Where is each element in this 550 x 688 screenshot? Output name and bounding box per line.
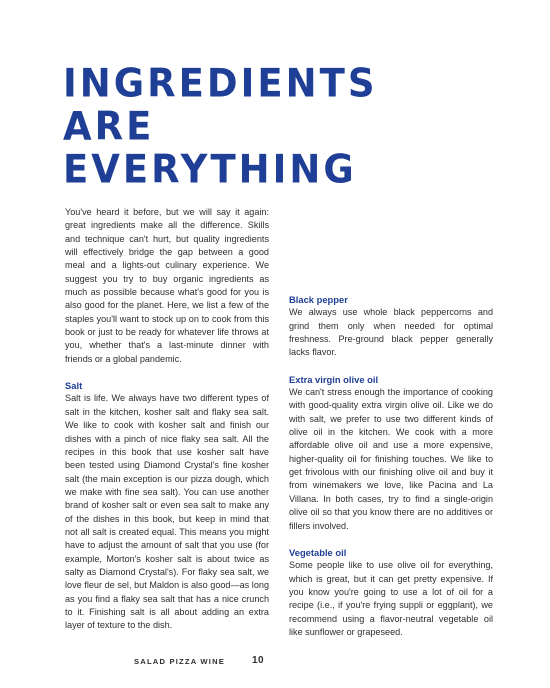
title-line-1: INGREDIENTS [63, 60, 378, 107]
title-line-2: ARE [63, 104, 155, 150]
section-heading-vegetable-oil: Vegetable oil [289, 546, 347, 558]
section-body-salt: Salt is life. We always have two different types of salt in the kitchen, kosher salt and flaky sea salt. We like to cook with kosher salt and finish our dishes with a pinch of nice flaky sea salt. All the recipes in this book that use kosher salt have been tested using Diamond Crystal's fine kosher salt (the main exception is our pizza dough, which we make with fine sea salt). You can use another brand of kosher salt or even sea salt to make any of the dishes in this book, but keep in mind that not all salt is created equal. This means you might have to adjust the amount of salt that you use (for example, Morton's kosher salt is about twice as salty as Diamond Crystal's). For flaky sea salt, we love fleur de sel, but Maldon is also good—as long as you find a flaky sea salt that has a nice crunch to it. Finishing salt is all about adding an extra layer of texture to the dish. [65, 393, 269, 631]
page-title [63, 62, 377, 191]
section-body-vegetable-oil: Some people like to use olive oil for everything, which is great, but it can get pretty expensive. If you know you're going to use a lot of oil for a recipe (i.e., if you're frying suppli or eggplant), we recommend using a flavor-neutral vegetable oil like sunflower or grapeseed. [289, 560, 493, 637]
section-body-black-pepper: We always use whole black peppercorns and grind them only when needed for optimal freshness. Pre-ground black pepper generally lacks flavor. [289, 307, 493, 358]
footer-book-title: SALAD PIZZA WINE [134, 657, 226, 666]
section-heading-black-pepper: Black pepper [289, 294, 348, 305]
section-body-olive-oil: We can't stress enough the importance of cooking with good-quality extra virgin olive oil. Like we do with salt, we prefer to use two different kinds of olive oil in the kitchen. We cook with a more affordable olive oil and use a more expensive, higher-quality oil for finishing touches. We like to get frivolous with our finishing olive oil and buy it from winemakers we love, like Pacina and La Villana. In both cases, try to find a single-origin olive oil so that you know there are no additives or fillers involved. [289, 387, 493, 531]
left-column [65, 206, 269, 633]
title-line-3: EVERYTHING [63, 147, 357, 193]
intro-paragraph: You've heard it before, but we will say it again: great ingredients make all the difference. Skills and technique can't hurt, but quality ingredients will effectively bridge the gap between a good meal and a lights-out culinary experience. We suggest you try to buy organic ingredients as much as possible because what's good for you is also good for the planet. Here, we list a few of the staples you'll want to stock up on to cook from this book or just to be ready for whatever life throws at you, whether that's a last-minute dinner with friends or a global pandemic. [65, 207, 269, 364]
section-heading-olive-oil: Extra virgin olive oil [289, 373, 379, 385]
section-heading-salt: Salt [65, 380, 83, 392]
right-column [289, 293, 493, 639]
page-number: 10 [252, 655, 265, 666]
